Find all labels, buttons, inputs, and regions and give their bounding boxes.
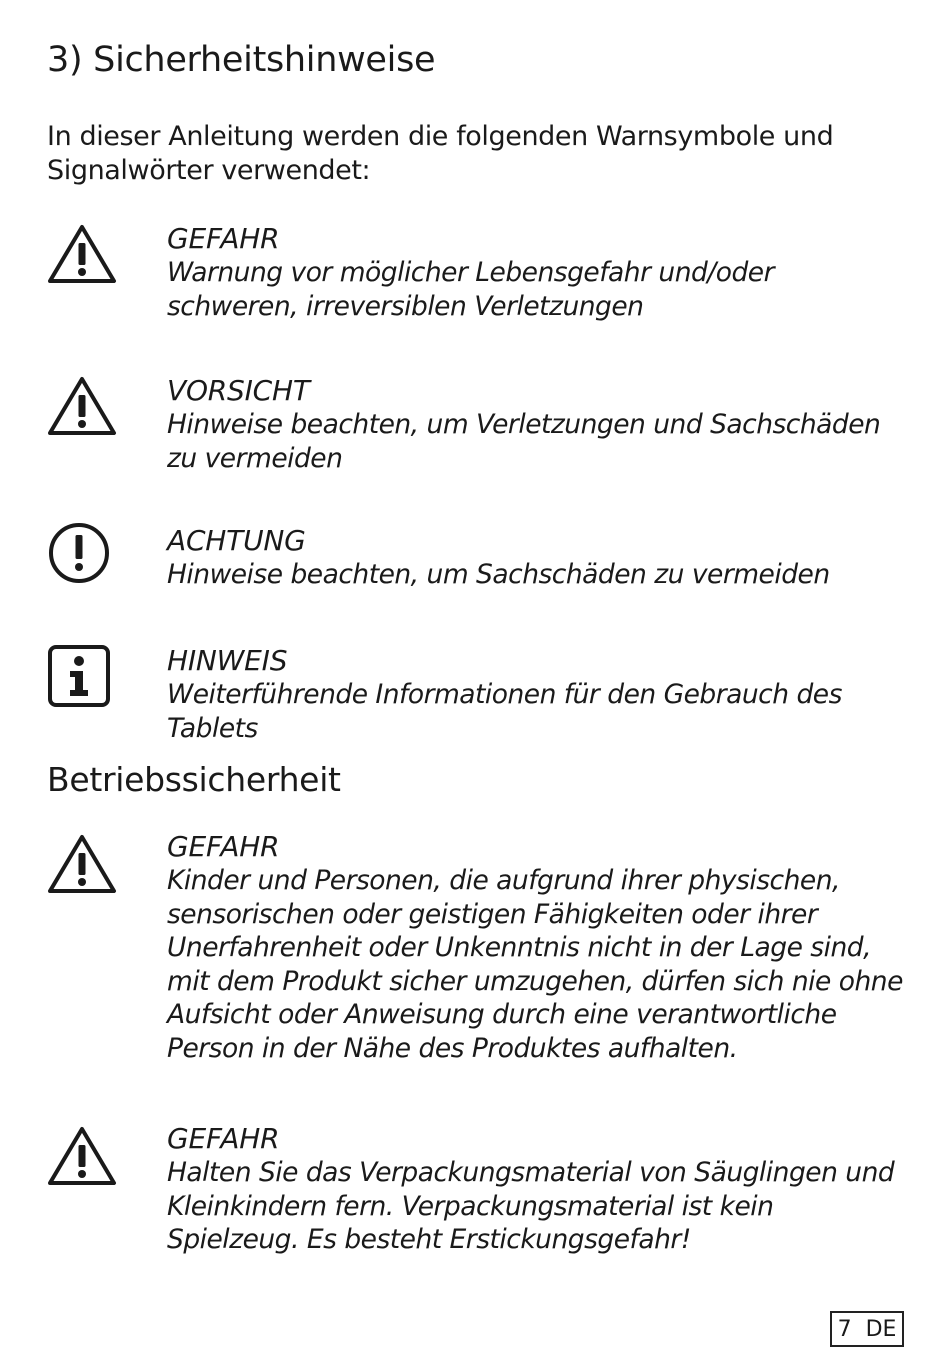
warning-triangle-icon xyxy=(46,222,118,286)
signal-word: HINWEIS xyxy=(167,644,288,677)
signal-word: VORSICHT xyxy=(167,374,310,407)
safety-text: Kinder und Personen, die aufgrund ihrer physischen, sensorischen oder geistigen Fähigkeiten oder ihrer Unerfahrenheit oder Unkenntnis nicht in der Lage sind, mit dem Produkt sicher umzugehen, dürfen sich nie ohne Aufsicht oder Anweisung durch eine verantwortliche Person in der Nähe des Produktes aufhalten. xyxy=(167,865,903,1064)
language-code: DE xyxy=(865,1316,897,1342)
signal-description: Weiterführende Informationen für den Gebrauch des Tablets xyxy=(167,679,842,744)
signal-word: GEFAHR xyxy=(167,1122,280,1155)
signal-word: GEFAHR xyxy=(167,830,280,863)
signal-description: Hinweise beachten, um Verletzungen und Sachschäden zu vermeiden xyxy=(167,409,881,474)
signal-description: Hinweise beachten, um Sachschäden zu vermeiden xyxy=(167,559,830,590)
signal-word: GEFAHR xyxy=(167,222,280,255)
exclamation-circle-icon xyxy=(46,520,112,586)
signal-word: ACHTUNG xyxy=(167,524,306,557)
safety-text: Halten Sie das Verpackungsmaterial von Säuglingen und Kleinkindern fern. Verpackungsmaterial ist kein Spielzeug. Es besteht Erstickungsgefahr! xyxy=(167,1157,895,1255)
page-number-box xyxy=(830,1311,904,1347)
warning-triangle-icon xyxy=(46,374,118,438)
intro-text: In dieser Anleitung werden die folgenden Warnsymbole und Signalwörter verwendet: xyxy=(47,121,834,186)
signal-description: Warnung vor möglicher Lebensgefahr und/oder schweren, irreversiblen Verletzungen xyxy=(167,257,774,322)
subsection-heading: Betriebssicherheit xyxy=(47,760,341,799)
warning-triangle-icon xyxy=(46,1124,118,1188)
warning-triangle-icon xyxy=(46,832,118,896)
info-icon xyxy=(47,644,111,708)
page-number: 7 xyxy=(837,1316,852,1342)
section-heading: 3) Sicherheitshinweise xyxy=(47,40,436,80)
